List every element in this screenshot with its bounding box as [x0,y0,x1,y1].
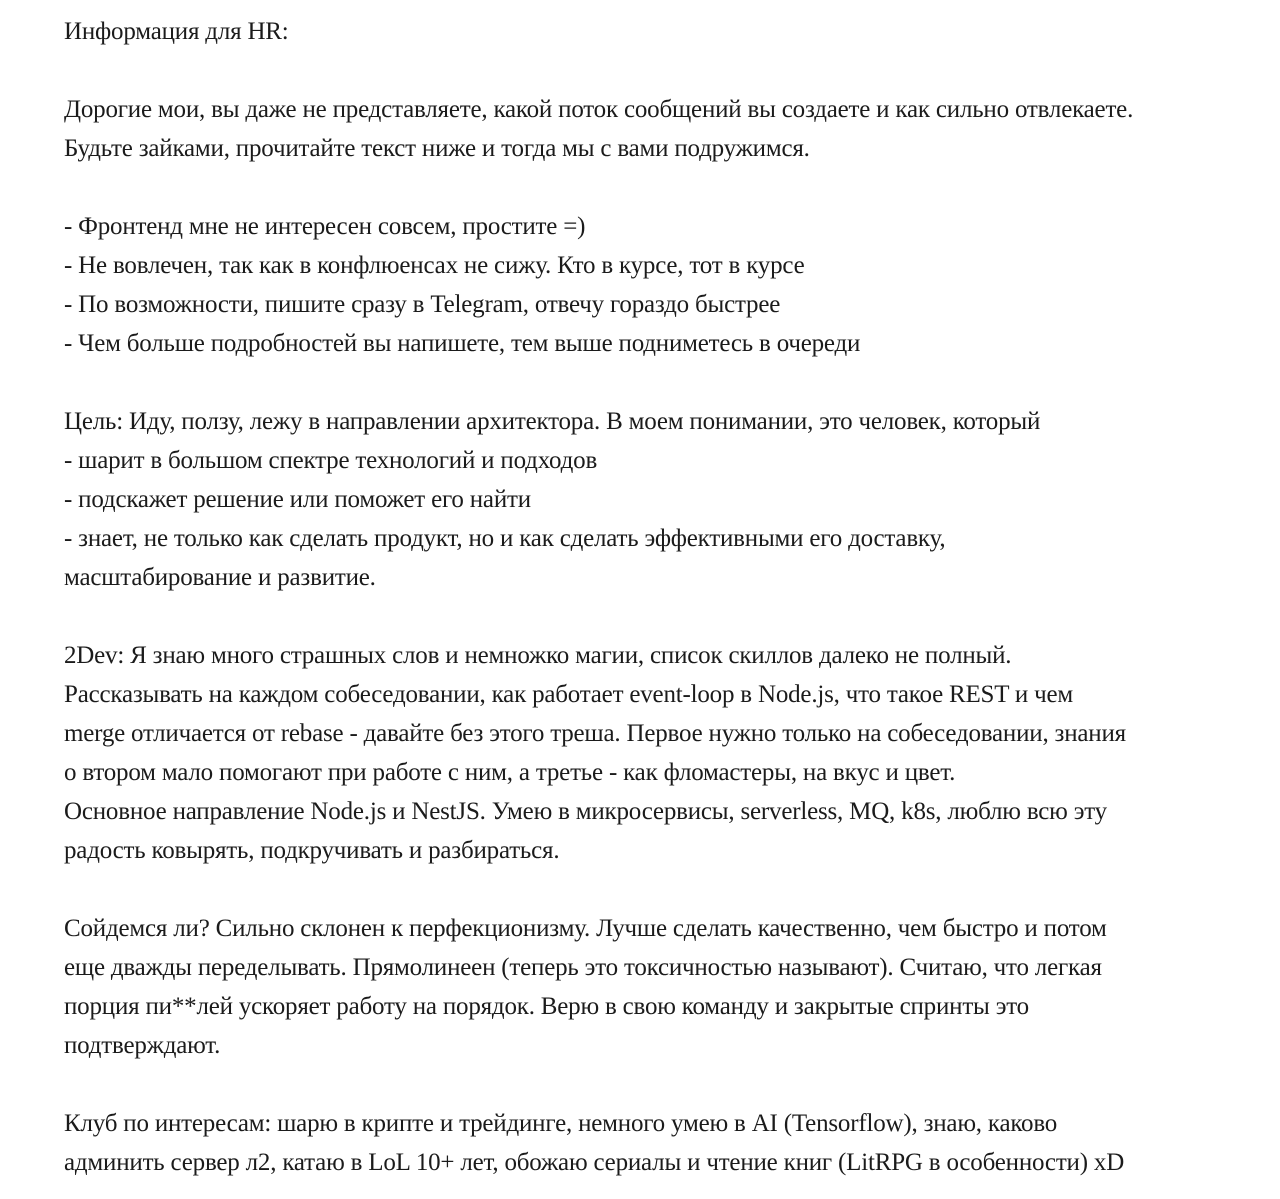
goal-paragraph [64,402,1264,597]
blank-line [64,168,1264,207]
notes-item: - Чем больше подробностей вы напишете, тем выше подниметесь в очереди [64,330,861,357]
blank-line [64,597,1264,636]
goal-line: масштабирование и развитие. [64,564,376,591]
intro-line: Будьте зайками, прочитайте текст ниже и тогда мы с вами подружимся. [64,135,810,162]
document-heading: Информация для HR: [64,18,289,45]
document-body [64,12,1264,1182]
club-line: Клуб по интересам: шарю в крипте и трейдинге, немного умею в AI (Tensorflow), знаю, каково [64,1110,1058,1137]
intro-line: Дорогие мои, вы даже не представляете, какой поток сообщений вы создаете и как сильно отвлекаете. [64,96,1134,123]
dev-paragraph [64,636,1264,870]
dev-line: Основное направление Node.js и NestJS. Умею в микросервисы, serverless, MQ, k8s, люблю всю эту [64,798,1107,825]
notes-item: - По возможности, пишите сразу в Telegram, отвечу гораздо быстрее [64,291,781,318]
goal-line: - знает, не только как сделать продукт, но и как сделать эффективными его доставку, [64,525,946,552]
intro-paragraph [64,90,1264,168]
club-line: админить сервер л2, катаю в LoL 10+ лет, обожаю сериалы и чтение книг (LitRPG в особенности) xD [64,1149,1125,1176]
dev-line: о втором мало помогают при работе с ним, а третье - как фломастеры, на вкус и цвет. [64,759,956,786]
dev-line: merge отличается от rebase - давайте без этого треша. Первое нужно только на собеседовании, знания [64,720,1126,747]
blank-line [64,51,1264,90]
notes-list [64,207,1264,363]
dev-line: 2Dev: Я знаю много страшных слов и немножко магии, список скиллов далеко не полный. [64,642,1012,669]
fit-paragraph [64,909,1264,1065]
blank-line [64,363,1264,402]
goal-line: Цель: Иду, ползу, лежу в направлении архитектора. В моем понимании, это человек, который [64,408,1041,435]
fit-line: подтверждают. [64,1032,221,1059]
club-paragraph [64,1104,1264,1182]
notes-item: - Не вовлечен, так как в конфлюенсах не сижу. Кто в курсе, тот в курсе [64,252,805,279]
fit-line: еще дважды переделывать. Прямолинеен (теперь это токсичностью называют). Считаю, что легкая [64,954,1102,981]
dev-line: радость ковырять, подкручивать и разбираться. [64,837,560,864]
fit-line: порция пи**лей ускоряет работу на порядок. Верю в свою команду и закрытые спринты это [64,993,1029,1020]
dev-line: Рассказывать на каждом собеседовании, как работает event-loop в Node.js, что такое REST и чем [64,681,1074,708]
goal-line: - шарит в большом спектре технологий и подходов [64,447,598,474]
blank-line [64,1065,1264,1104]
goal-line: - подскажет решение или поможет его найти [64,486,531,513]
fit-line: Сойдемся ли? Сильно склонен к перфекционизму. Лучше сделать качественно, чем быстро и потом [64,915,1107,942]
blank-line [64,870,1264,909]
notes-item: - Фронтенд мне не интересен совсем, простите =) [64,213,586,240]
